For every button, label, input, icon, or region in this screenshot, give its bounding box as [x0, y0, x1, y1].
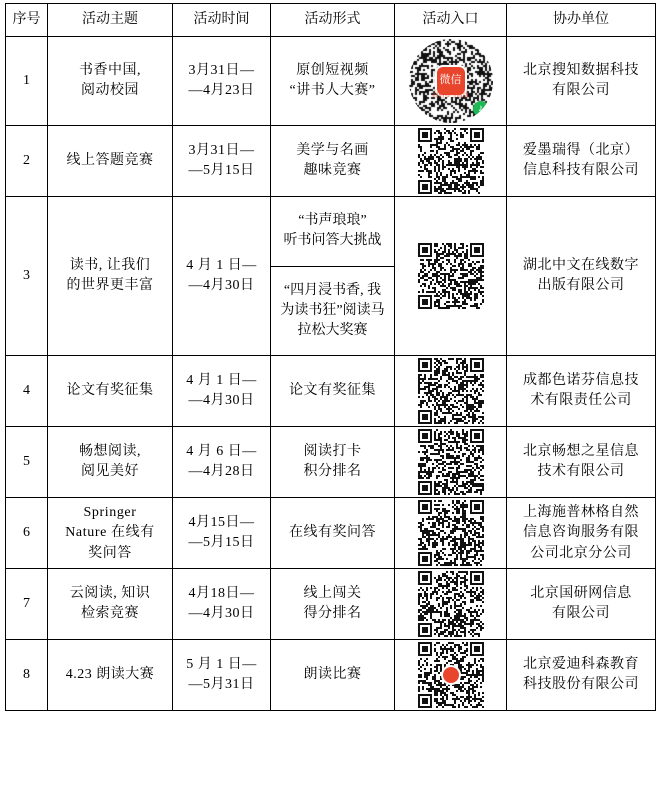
cell-serial-number: 7: [6, 569, 48, 640]
cell-organizer: 成都色诺芬信息技 术有限责任公司: [507, 356, 656, 427]
table-row: [6, 197, 656, 356]
cell-activity-theme: 书香中国, 阅动校园: [48, 37, 173, 126]
table-row: [6, 356, 656, 427]
cell-organizer: 北京爱迪科森教育 科技股份有限公司: [507, 640, 656, 711]
cell-activity-theme: 线上答题竞赛: [48, 126, 173, 197]
cell-activity-entry: [395, 197, 507, 356]
cell-serial-number: 6: [6, 498, 48, 569]
table-row: [6, 569, 656, 640]
music-badge-icon: ♪: [473, 101, 489, 117]
qr-code-icon[interactable]: [418, 500, 484, 566]
table-row: [6, 498, 656, 569]
cell-organizer: 湖北中文在线数字 出版有限公司: [507, 197, 656, 356]
cell-activity-theme: 读书, 让我们 的世界更丰富: [48, 197, 173, 356]
cell-serial-number: 1: [6, 37, 48, 126]
activity-form-subrow: “四月浸书香, 我 为读书狂”阅读马 拉松大奖赛: [280, 282, 385, 339]
cell-activity-time: 5 月 1 日— —5月31日: [173, 640, 271, 711]
cell-activity-form: 美学与名画 趣味竞赛: [271, 126, 395, 197]
cell-activity-form: 朗读比赛: [271, 640, 395, 711]
cell-organizer: 上海施普林格自然 信息咨询服务有限 公司北京分公司: [507, 498, 656, 569]
qr-code-icon[interactable]: [418, 571, 484, 637]
table-header-row: [6, 4, 656, 37]
cell-activity-entry: [395, 126, 507, 197]
activity-form-subrow: “书声琅琅” 听书问答大挑战: [271, 197, 394, 267]
cell-activity-form: 线上闯关 得分排名: [271, 569, 395, 640]
cell-activity-form: 原创短视频 “讲书人大赛”: [271, 37, 395, 126]
cell-activity-entry: [395, 640, 507, 711]
cell-activity-entry: [395, 498, 507, 569]
cell-serial-number: 2: [6, 126, 48, 197]
cell-serial-number: 3: [6, 197, 48, 356]
qr-label: 扫码参与活动: [432, 93, 469, 100]
column-header-time: 活动时间: [173, 4, 271, 37]
cell-organizer: 北京畅想之星信息 技术有限公司: [507, 427, 656, 498]
qr-code-icon[interactable]: [409, 39, 493, 123]
cell-activity-entry: [395, 569, 507, 640]
cell-activity-theme: 云阅读, 知识 检索竞赛: [48, 569, 173, 640]
cell-activity-theme: 畅想阅读, 阅见美好: [48, 427, 173, 498]
cell-serial-number: 5: [6, 427, 48, 498]
cell-serial-number: 8: [6, 640, 48, 711]
cell-activity-entry: [395, 356, 507, 427]
cell-organizer: 北京搜知数据科技 有限公司: [507, 37, 656, 126]
qr-code-icon[interactable]: [418, 642, 484, 708]
table-row: [6, 640, 656, 711]
qr-code-icon[interactable]: [418, 243, 484, 309]
qr-center-logo-icon: 微信: [437, 67, 465, 95]
column-header-no: 序号: [6, 4, 48, 37]
cell-activity-time: 4月15日— —5月15日: [173, 498, 271, 569]
table-row: [6, 427, 656, 498]
activity-schedule-table: [5, 3, 656, 711]
cell-activity-form: 阅读打卡 积分排名: [271, 427, 395, 498]
cell-activity-time: 4 月 6 日— —4月28日: [173, 427, 271, 498]
table-row: [6, 126, 656, 197]
cell-activity-entry: [395, 37, 507, 126]
cell-organizer: 爱墨瑞得（北京） 信息科技有限公司: [507, 126, 656, 197]
qr-code-icon[interactable]: [418, 128, 484, 194]
cell-activity-form: 论文有奖征集: [271, 356, 395, 427]
cell-activity-time: 4月18日— —4月30日: [173, 569, 271, 640]
cell-serial-number: 4: [6, 356, 48, 427]
cell-activity-time: 4 月 1 日— —4月30日: [173, 356, 271, 427]
table-body: [6, 37, 656, 711]
column-header-theme: 活动主题: [48, 4, 173, 37]
cell-activity-entry: [395, 427, 507, 498]
qr-center-logo-icon: [443, 667, 459, 683]
cell-organizer: 北京国研网信息 有限公司: [507, 569, 656, 640]
cell-activity-time: 4 月 1 日— —4月30日: [173, 197, 271, 356]
cell-activity-theme: 4.23 朗读大赛: [48, 640, 173, 711]
cell-activity-theme: Springer Nature 在线有 奖问答: [48, 498, 173, 569]
cell-activity-time: 3月31日— —4月23日: [173, 37, 271, 126]
cell-activity-theme: 论文有奖征集: [48, 356, 173, 427]
qr-code-icon[interactable]: [418, 429, 484, 495]
column-header-entry: 活动入口: [395, 4, 507, 37]
cell-activity-form: [271, 197, 395, 356]
column-header-form: 活动形式: [271, 4, 395, 37]
table-row: [6, 37, 656, 126]
qr-code-icon[interactable]: [418, 358, 484, 424]
cell-activity-time: 3月31日— —5月15日: [173, 126, 271, 197]
cell-activity-form: 在线有奖问答: [271, 498, 395, 569]
column-header-org: 协办单位: [507, 4, 656, 37]
